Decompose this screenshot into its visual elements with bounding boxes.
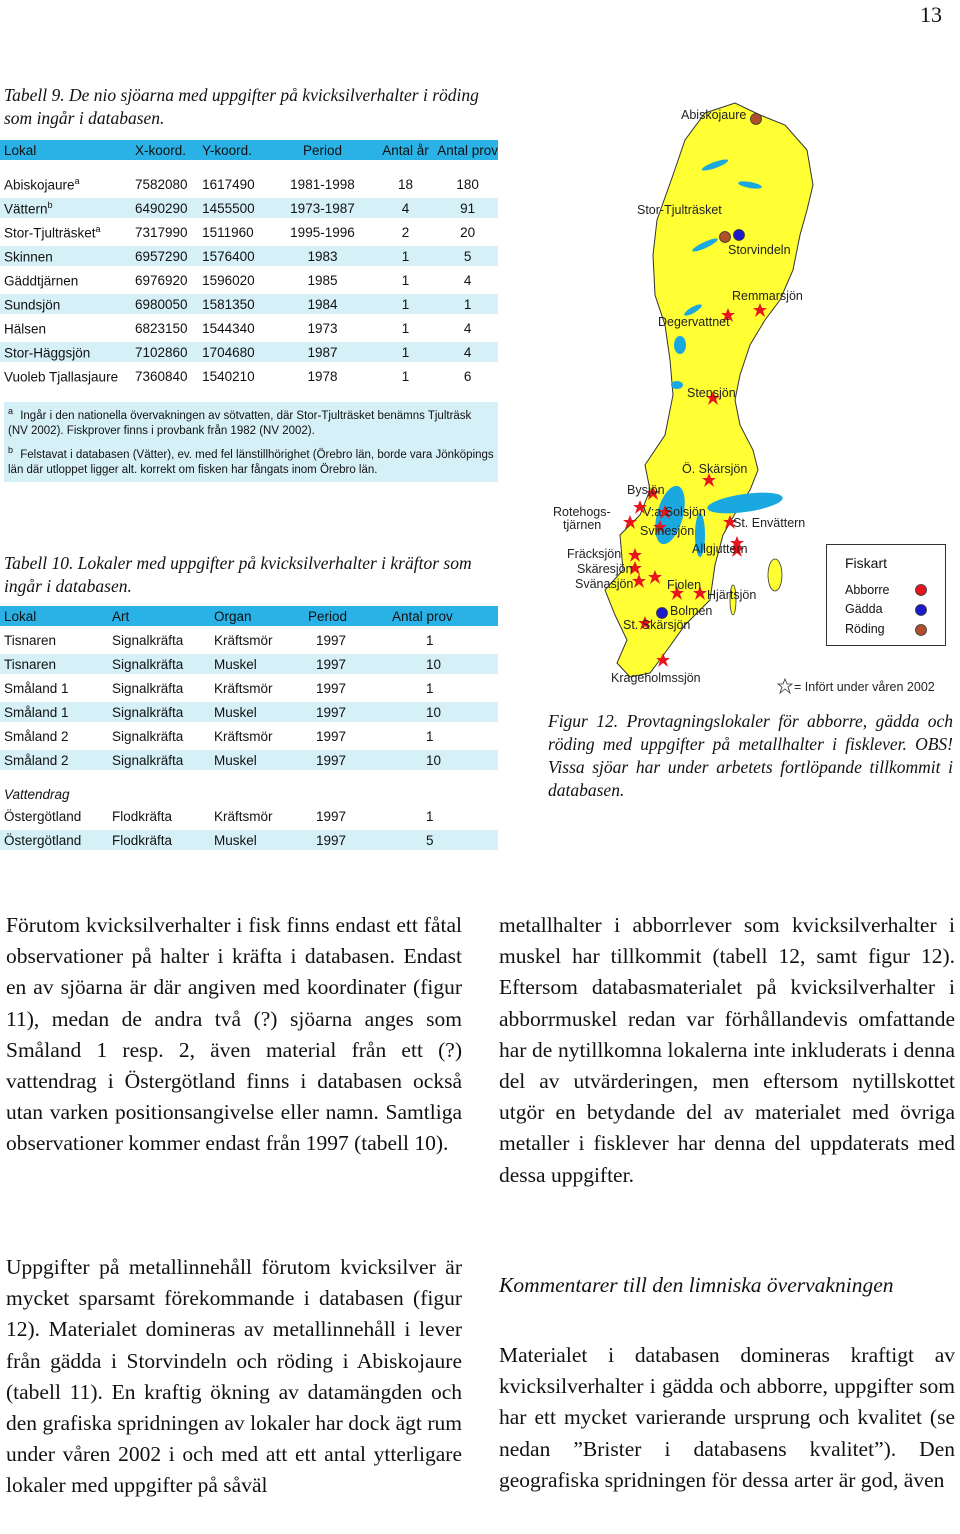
cell-samples: 4 bbox=[463, 320, 472, 336]
table9 bbox=[0, 136, 498, 390]
cell-samples: 10 bbox=[388, 654, 498, 674]
legend-item-roding: Röding bbox=[845, 622, 885, 636]
table10-body bbox=[0, 630, 498, 850]
table9-header-samples: Antal prov bbox=[433, 140, 498, 160]
cell-samples: 4 bbox=[463, 272, 472, 288]
cell-samples: 4 bbox=[433, 342, 498, 362]
lake bbox=[674, 336, 686, 354]
cell-art: Signalkräfta bbox=[112, 632, 184, 648]
cell-period: 1997 bbox=[304, 654, 388, 674]
cell-x: 7582080 bbox=[134, 176, 188, 192]
cell-y: 1540210 bbox=[202, 368, 255, 384]
cell-lokal: Abiskojaure$^a$ bbox=[4, 175, 80, 193]
cell-lokal: Hälsen bbox=[4, 321, 47, 337]
table10-header-row bbox=[0, 606, 498, 626]
table-row bbox=[0, 174, 498, 194]
cell-samples: 5 bbox=[433, 246, 498, 266]
label-bysjon: Bysjön bbox=[627, 483, 665, 497]
cell-lokal: Småland 1 bbox=[0, 702, 108, 722]
cell-years: 1 bbox=[374, 294, 433, 314]
label-svanasjon: Svänasjön bbox=[575, 577, 634, 591]
cell-samples: 1 bbox=[426, 808, 434, 824]
cell-samples: 1 bbox=[426, 728, 434, 744]
cell-years: 1 bbox=[401, 320, 410, 336]
cell-samples: 180 bbox=[456, 176, 479, 192]
cell-organ: Muskel bbox=[210, 830, 304, 850]
cell-lokal: Vuoleb Tjallasjaure bbox=[4, 369, 119, 385]
cell-y: 1511960 bbox=[202, 224, 254, 240]
cell-samples: 10 bbox=[388, 750, 498, 770]
cell-samples: 6 bbox=[463, 368, 472, 384]
cell-lokal: Stor-Häggsjön bbox=[0, 342, 131, 362]
cell-x: 6823150 bbox=[134, 320, 188, 336]
table9-header-x: X-koord. bbox=[131, 140, 198, 160]
cell-art: Signalkräfta bbox=[108, 654, 210, 674]
table10-caption: Tabell 10. Lokaler med uppgifter på kvicksilverhalter i kräftor som ingår i databasen. bbox=[4, 553, 472, 596]
table-row bbox=[0, 198, 498, 218]
label-bolmen: Bolmen bbox=[670, 604, 713, 618]
left-paragraph-2: Uppgifter på metallinnehåll förutom kvicksilver är mycket sparsamt förekommande i databasen (figur 12). Materialet domineras av metallinnehåll i lever från gädda i Storvindeln och röding i Abiskojaure (tabell 11). En kraftig ökning av datamängden och den grafiska spridningen av lokaler har dock ägt rum under våren 2002 i och med att ett antal ytterligare lokaler med uppgifter på såväl bbox=[6, 1255, 462, 1498]
right-paragraph-2: Materialet i databasen domineras kraftigt av kvicksilverhalter i gädda och abborre, uppgifter som har ett mycket varierande ursprung och kvalitet (se nedan ”Brister i databasens kvalitet”). Den geografiska spridningen för dessa arter är god, även bbox=[499, 1343, 955, 1492]
cell-organ: Muskel bbox=[210, 750, 304, 770]
cell-y: 1617490 bbox=[202, 176, 255, 192]
right-paragraph-1: metallhalter i abborrlever som kvicksilverhalter i muskel har tillkommit (tabell 12, samt figur 12). Eftersom databasmaterialet på kvicksilverhalter i abborrmuskel redan var förhållandevis omfattande har de nytillkomna lokalerna inte inkluderats i denna del av utvärderingen, men eftersom nytillskottet utgör en betydande del av materialet med övriga metaller i fisklever har denna del uppdaterats med dessa uppgifter. bbox=[499, 913, 955, 1187]
cell-y: 1455500 bbox=[198, 198, 267, 218]
footnote-b-mark: b bbox=[8, 444, 14, 455]
marker-tjultrasket-roding bbox=[720, 232, 731, 243]
cell-period: 1997 bbox=[316, 728, 347, 744]
cell-lokal: Sundsjön bbox=[0, 294, 131, 314]
cell-organ: Muskel bbox=[210, 702, 304, 722]
cell-x: 6490290 bbox=[131, 198, 198, 218]
table9-header-y: Y-koord. bbox=[198, 140, 267, 160]
footnote-a-mark: a bbox=[8, 406, 14, 416]
label-hjartsjon: Hjärtsjön bbox=[707, 588, 757, 602]
cell-art: Signalkräfta bbox=[112, 728, 184, 744]
table-row bbox=[0, 806, 498, 826]
legend-dot-gadda bbox=[916, 605, 927, 616]
cell-organ: Kräftsmör bbox=[214, 680, 273, 696]
table-row bbox=[0, 830, 498, 850]
label-krageholmssjon: Krageholmssjön bbox=[611, 671, 701, 685]
cell-art: Flodkräfta bbox=[108, 830, 210, 850]
footnote-a-text: Ingår i den nationella övervakningen av sötvatten, där Stor-Tjulträsket benämns Tjulträsk (NV 2002). Fiskprover finns i provbank från 1982 (NV 2002). bbox=[8, 409, 472, 437]
cell-period: 1997 bbox=[304, 750, 388, 770]
label-tjarnen: tjärnen bbox=[563, 518, 602, 532]
cell-years: 1 bbox=[401, 272, 410, 288]
table10-header-lokal: Lokal bbox=[0, 606, 108, 626]
table9-header-row bbox=[0, 140, 498, 160]
cell-organ: Kräftsmör bbox=[214, 728, 273, 744]
cell-lokal: Stor-Tjulträsket$^a$ bbox=[4, 223, 101, 241]
table9-footnotes bbox=[4, 402, 498, 482]
cell-period: 1987 bbox=[267, 342, 374, 362]
cell-y: 1544340 bbox=[202, 320, 255, 336]
cell-samples: 1 bbox=[426, 632, 434, 648]
cell-art: Flodkräfta bbox=[112, 808, 173, 824]
footnote-b-text: Felstavat i databasen (Vätter), ev. med fel länstillhörighet (Örebro län, borde vara Jönköpings län där utloppet ligger alt. korrekt om fisken har fångats inom Örebro län. bbox=[8, 448, 494, 476]
label-degervattnet: Degervattnet bbox=[658, 315, 730, 329]
cell-art: Signalkräfta bbox=[108, 702, 210, 722]
label-va-solsjon: V:a Solsjön bbox=[643, 505, 706, 519]
cell-x: 7360840 bbox=[134, 368, 188, 384]
table9-header-period: Period bbox=[267, 140, 374, 160]
legend-dot-roding bbox=[916, 625, 927, 636]
cell-y: 1704680 bbox=[198, 342, 267, 362]
cell-y: 1581350 bbox=[198, 294, 267, 314]
cell-samples: 91 bbox=[433, 198, 498, 218]
table-section-row bbox=[0, 774, 498, 802]
cell-years: 1 bbox=[374, 342, 433, 362]
figure12-caption: Figur 12. Provtagningslokaler för abborre, gädda och röding med uppgifter på metallhalter i fisklever. OBS! Vissa sjöar har under arbetets fortlöpande tillkommit i databasen. bbox=[548, 711, 953, 800]
cell-period: 1997 bbox=[304, 830, 388, 850]
table-row bbox=[0, 318, 498, 338]
table10 bbox=[0, 602, 498, 854]
section-label-vattendrag: Vattendrag bbox=[4, 787, 70, 802]
table9-footnote-b bbox=[4, 439, 498, 478]
cell-x: 7317990 bbox=[134, 224, 188, 240]
legend-item-gadda: Gädda bbox=[845, 602, 883, 616]
cell-samples: 5 bbox=[388, 830, 498, 850]
cell-organ: Kräftsmör bbox=[214, 632, 273, 648]
star-legend-text: = Infört under våren 2002 bbox=[794, 680, 935, 694]
label-storvindeln: Storvindeln bbox=[728, 243, 791, 257]
cell-years: 2 bbox=[401, 224, 410, 240]
legend-item-abborre: Abborre bbox=[845, 583, 890, 597]
label-remmarsjon: Remmarsjön bbox=[732, 289, 803, 303]
table10-header-organ: Organ bbox=[210, 606, 304, 626]
label-st-envattern: St. Envättern bbox=[733, 516, 806, 530]
label-o-skarsjon: Ö. Skärsjön bbox=[682, 462, 748, 476]
cell-period: 1973 bbox=[307, 320, 338, 336]
page-number: 13 bbox=[920, 2, 942, 27]
label-svinesjon: Svinesjön bbox=[640, 524, 695, 538]
label-stensjon: Stensjön bbox=[687, 386, 736, 400]
marker-abiskojaure-roding bbox=[751, 114, 762, 125]
table9-caption: Tabell 9. De nio sjöarna med uppgifter på kvicksilverhalter i röding som ingår i databasen. bbox=[4, 85, 479, 128]
cell-lokal: Vättern$^b$ bbox=[0, 198, 131, 218]
cell-period: 1984 bbox=[267, 294, 374, 314]
legend-title: Fiskart bbox=[845, 555, 887, 571]
label-stor-tjultrasket: Stor-Tjulträsket bbox=[637, 203, 722, 217]
cell-period: 1997 bbox=[316, 680, 347, 696]
cell-years: 1 bbox=[374, 246, 433, 266]
table-row bbox=[0, 678, 498, 698]
star-legend-icon bbox=[778, 679, 792, 693]
table9-footnote-a bbox=[4, 404, 498, 439]
cell-years: 18 bbox=[398, 176, 414, 192]
legend-swatches bbox=[911, 581, 931, 643]
table-row bbox=[0, 702, 498, 722]
cell-organ: Muskel bbox=[210, 654, 304, 674]
cell-period: 1973-1987 bbox=[267, 198, 374, 218]
cell-period: 1997 bbox=[304, 702, 388, 722]
cell-period: 1995-1996 bbox=[290, 224, 355, 240]
table-row bbox=[0, 294, 498, 314]
cell-art: Signalkräfta bbox=[112, 680, 184, 696]
table-row bbox=[0, 270, 498, 290]
cell-organ: Kräftsmör bbox=[214, 808, 273, 824]
cell-lokal: Östergötland bbox=[4, 808, 82, 824]
cell-samples: 10 bbox=[388, 702, 498, 722]
cell-lokal: Tisnaren bbox=[4, 632, 57, 648]
cell-years: 1 bbox=[401, 368, 410, 384]
right-heading: Kommentarer till den limniska övervakningen bbox=[499, 1273, 894, 1297]
table-row bbox=[0, 630, 498, 650]
cell-samples: 1 bbox=[426, 680, 434, 696]
table-row bbox=[0, 342, 498, 362]
table10-header-samples: Antal prov bbox=[388, 606, 498, 626]
table-row bbox=[0, 750, 498, 770]
cell-x: 7102860 bbox=[131, 342, 198, 362]
table9-header-lokal: Lokal bbox=[0, 140, 131, 160]
cell-art: Signalkräfta bbox=[108, 750, 210, 770]
cell-lokal: Gäddtjärnen bbox=[4, 273, 79, 289]
cell-period: 1978 bbox=[307, 368, 338, 384]
label-rotehogs: Rotehogs- bbox=[553, 505, 611, 519]
cell-lokal: Tisnaren bbox=[0, 654, 108, 674]
gotland bbox=[768, 559, 782, 591]
marker-bolmen-gadda bbox=[657, 608, 668, 619]
table9-body bbox=[0, 174, 498, 386]
table-row bbox=[0, 222, 498, 242]
label-allgjuttern: Allgjuttern bbox=[692, 542, 748, 556]
cell-x: 6976920 bbox=[134, 272, 188, 288]
table10-header-period: Period bbox=[304, 606, 388, 626]
left-paragraph-1: Förutom kvicksilverhalter i fisk finns endast ett fåtal observationer på halter i kräfta i databasen. Endast en av sjöarna är där angiven med koordinater (figur 11), medan de andra två (?) sjöarna anges som Småland 1 resp. 2, även material från ett (?) vattendrag i Östergötland finns i databasen också utan varken positionsangivelse eller namn. Samtliga observationer kommer endast från 1997 (tabell 10). bbox=[6, 913, 462, 1156]
cell-period: 1981-1998 bbox=[290, 176, 355, 192]
marker-storvindeln-gadda bbox=[734, 230, 745, 241]
cell-y: 1576400 bbox=[198, 246, 267, 266]
label-st-skarsjon: St. Skärsjön bbox=[623, 618, 691, 632]
cell-x: 6957290 bbox=[131, 246, 198, 266]
cell-period: 1997 bbox=[316, 632, 347, 648]
cell-samples: 20 bbox=[460, 224, 476, 240]
cell-x: 6980050 bbox=[131, 294, 198, 314]
cell-lokal: Småland 2 bbox=[0, 750, 108, 770]
cell-y: 1596020 bbox=[202, 272, 255, 288]
table9-header-years: Antal år bbox=[374, 140, 433, 160]
label-fiolen: Fiolen bbox=[667, 578, 702, 592]
cell-period: 1983 bbox=[267, 246, 374, 266]
label-abiskojaure: Abiskojaure bbox=[681, 108, 747, 122]
cell-lokal: Skinnen bbox=[0, 246, 131, 266]
map-legend bbox=[826, 544, 946, 646]
cell-period: 1997 bbox=[316, 808, 347, 824]
table-row bbox=[0, 654, 498, 674]
cell-lokal: Småland 2 bbox=[4, 728, 69, 744]
lake bbox=[671, 381, 683, 389]
label-fracksjon: Fräcksjön bbox=[567, 547, 622, 561]
cell-period: 1985 bbox=[307, 272, 338, 288]
table-row bbox=[0, 246, 498, 266]
legend-dot-abborre bbox=[916, 585, 927, 596]
cell-lokal: Småland 1 bbox=[4, 680, 69, 696]
label-skaresjon: Skäresjön bbox=[577, 562, 633, 576]
cell-samples: 1 bbox=[433, 294, 498, 314]
table-row bbox=[0, 366, 498, 386]
cell-lokal: Östergötland bbox=[0, 830, 108, 850]
table-row bbox=[0, 726, 498, 746]
cell-years: 4 bbox=[374, 198, 433, 218]
table10-header-art: Art bbox=[108, 606, 210, 626]
